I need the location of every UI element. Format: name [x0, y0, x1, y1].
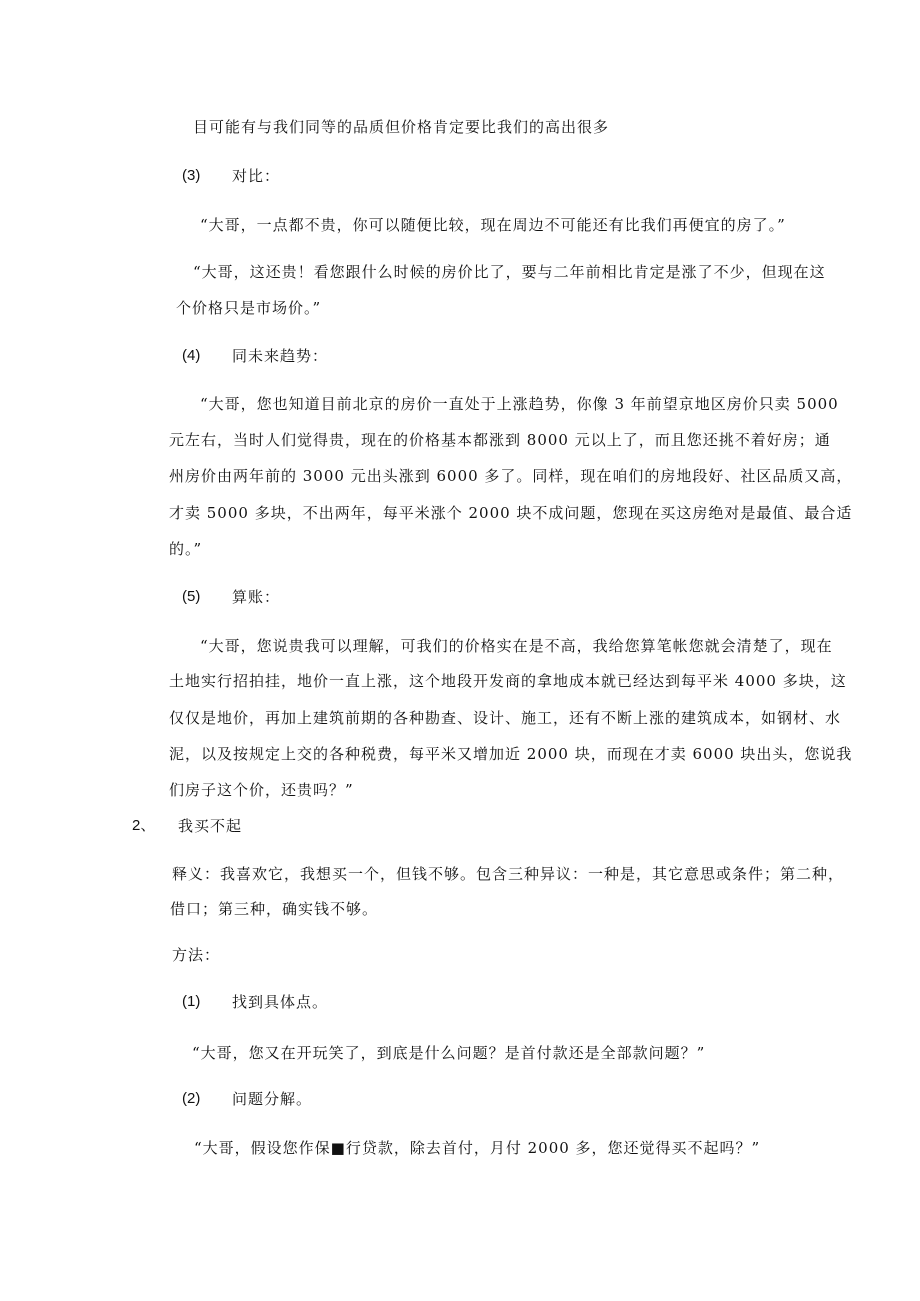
- text-line: 目可能有与我们同等的品质但价格肯定要比我们的高出很多: [193, 118, 610, 136]
- quote-line: 州房价由两年前的 3000 元出头涨到 6000 多了。同样，现在咱们的房地段好、社区品质又高，: [169, 467, 853, 485]
- quote-line: 元左右，当时人们觉得贵，现在的价格基本都涨到 8000 元以上了，而且您还挑不着好房；通: [169, 431, 831, 449]
- quote-line: “大哥，您又在开玩笑了，到底是什么问题？是首付款还是全部款问题？”: [192, 1044, 706, 1062]
- quote-line: 土地实行招拍挂，地价一直上涨，这个地段开发商的拿地成本就已经达到每平米 4000 多块，这: [169, 672, 847, 690]
- quote-line: “大哥，一点都不贵，你可以随便比较，现在周边不可能还有比我们再便宜的房了。”: [200, 216, 786, 234]
- quote-line: 的。”: [169, 540, 203, 558]
- quote-line: “大哥，您说贵我可以理解，可我们的价格实在是不高，我给您算笔帐您就会清楚了，现在: [200, 637, 833, 655]
- section-number: 2、: [132, 817, 156, 834]
- item-heading: 算账：: [232, 588, 281, 606]
- quote-line: 仅仅是地价，再加上建筑前期的各种勘查、设计、施工，还有不断上涨的建筑成本，如钢材、水: [169, 709, 842, 727]
- item-number: (5): [182, 588, 201, 605]
- quote-line: “大哥，您也知道目前北京的房价一直处于上涨趋势，你像 3 年前望京地区房价只卖 5000: [200, 395, 839, 413]
- item-number: (4): [182, 347, 201, 364]
- section-heading: 我买不起: [178, 817, 243, 835]
- item-heading: 同未来趋势：: [232, 347, 329, 365]
- method-label: 方法：: [172, 946, 221, 964]
- definition-line: 借口；第三种，确实钱不够。: [170, 900, 379, 918]
- item-number: (2): [182, 1090, 201, 1107]
- quote-line: 个价格只是市场价。”: [176, 299, 322, 317]
- item-heading: 问题分解。: [232, 1090, 313, 1108]
- item-heading: 对比：: [232, 167, 281, 185]
- quote-line: 们房子这个价，还贵吗？”: [169, 781, 354, 799]
- item-heading: 找到具体点。: [232, 993, 329, 1011]
- definition-line: 释义：我喜欢它，我想买一个，但钱不够。包含三种异议：一种是，其它意思或条件；第二种，: [172, 865, 845, 883]
- quote-line: 才卖 5000 多块，不出两年，每平米涨个 2000 块不成问题，您现在买这房绝对是最值、最合适: [169, 504, 853, 522]
- item-number: (3): [182, 167, 201, 184]
- quote-line: 泥，以及按规定上交的各种税费，每平米又增加近 2000 块，而现在才卖 6000 块出头，您说我: [169, 745, 853, 763]
- quote-line: “大哥，假设您作保■行贷款，除去首付，月付 2000 多，您还觉得买不起吗？”: [194, 1139, 761, 1157]
- item-number: (1): [182, 993, 201, 1010]
- quote-line: “大哥，这还贵！看您跟什么时候的房价比了，要与二年前相比肯定是涨了不少，但现在这: [193, 263, 826, 281]
